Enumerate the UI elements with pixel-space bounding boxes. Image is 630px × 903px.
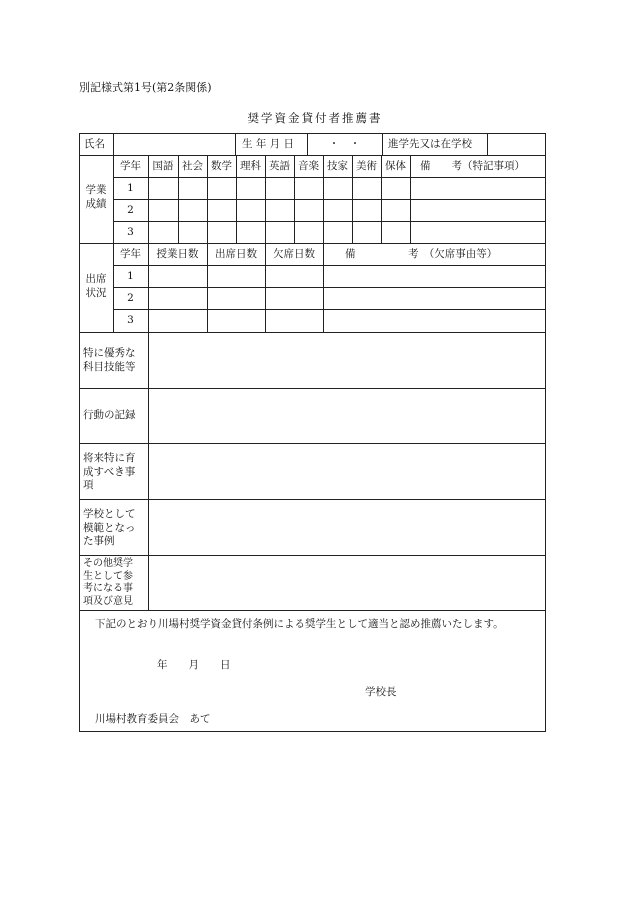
class-days-col-header: 授業日数 bbox=[156, 248, 199, 260]
model-case-label: 学校として 模範となっ た事例 bbox=[83, 508, 136, 548]
row-divider bbox=[79, 243, 546, 244]
absent-days-col-header: 欠席日数 bbox=[273, 248, 315, 260]
addressee-label: 川場村教育委員会 あて bbox=[95, 713, 211, 725]
future-development-label: 将来特に育 成すべき事 項 bbox=[83, 452, 136, 492]
name-label: 氏名 bbox=[84, 138, 105, 150]
subject-col-header: 音楽 bbox=[298, 160, 319, 172]
birth-date-label: 生 年 月 日 bbox=[242, 138, 295, 150]
attendance-grade-col-header: 学年 bbox=[120, 248, 141, 260]
subject-col-header: 技家 bbox=[327, 160, 348, 172]
grades-section-label: 学業 成績 bbox=[85, 184, 107, 210]
grade-year-label: 3 bbox=[127, 226, 134, 238]
col-divider bbox=[148, 332, 149, 610]
col-divider bbox=[323, 243, 324, 332]
subject-col-header: 保体 bbox=[385, 160, 406, 172]
date-line: 年 月 日 bbox=[157, 659, 231, 671]
principal-label: 学校長 bbox=[365, 686, 397, 698]
col-divider bbox=[235, 133, 236, 155]
grade-col-header: 学年 bbox=[120, 160, 141, 172]
row-divider bbox=[79, 443, 546, 444]
attendance-year-label: 2 bbox=[127, 292, 134, 304]
attendance-section-label: 出席 状況 bbox=[85, 273, 107, 299]
row-divider bbox=[79, 155, 546, 156]
form-number-label: 別記様式第1号(第2条関係) bbox=[79, 81, 212, 94]
grade-year-label: 2 bbox=[127, 204, 134, 216]
birth-date-field[interactable]: ・ ・ bbox=[328, 138, 361, 150]
recommendation-text: 下記のとおり川場村奨学資金貸付条例による奨学生として適当と認め推薦いたします。 bbox=[95, 618, 504, 630]
excellent-subjects-label: 特に優秀な 科目技能等 bbox=[83, 347, 136, 373]
subject-col-header: 美術 bbox=[356, 160, 377, 172]
subject-col-header: 理科 bbox=[240, 160, 261, 172]
school-label: 進学先又は在学校 bbox=[388, 138, 472, 150]
subject-col-header: 国語 bbox=[152, 160, 174, 172]
row-divider bbox=[79, 499, 546, 500]
row-divider bbox=[79, 610, 546, 611]
row-divider bbox=[79, 332, 546, 333]
attended-days-col-header: 出席日数 bbox=[215, 248, 257, 260]
subject-col-header: 数学 bbox=[211, 160, 232, 172]
row-divider bbox=[113, 265, 546, 266]
row-divider bbox=[113, 309, 546, 310]
attendance-year-label: 3 bbox=[127, 314, 134, 326]
other-opinions-label: その他奨学 生として参 考になる事 項及び意見 bbox=[83, 558, 133, 607]
document-title: 奨学資金貸付者推薦書 bbox=[247, 111, 383, 125]
attendance-remarks-header: 備 考 （欠席事由等） bbox=[345, 248, 498, 260]
col-divider bbox=[410, 155, 411, 243]
subject-col-header: 社会 bbox=[182, 160, 203, 172]
grades-remarks-header: 備 考（特記事項） bbox=[420, 160, 525, 172]
row-divider bbox=[113, 287, 546, 288]
subject-col-header: 英語 bbox=[269, 160, 290, 172]
col-divider bbox=[382, 133, 383, 155]
behavior-record-label: 行動の記録 bbox=[83, 409, 136, 421]
row-divider bbox=[79, 555, 546, 556]
row-divider bbox=[79, 388, 546, 389]
attendance-year-label: 1 bbox=[127, 270, 134, 282]
grade-year-label: 1 bbox=[127, 182, 134, 194]
col-divider bbox=[487, 133, 488, 155]
form-frame bbox=[79, 133, 546, 732]
